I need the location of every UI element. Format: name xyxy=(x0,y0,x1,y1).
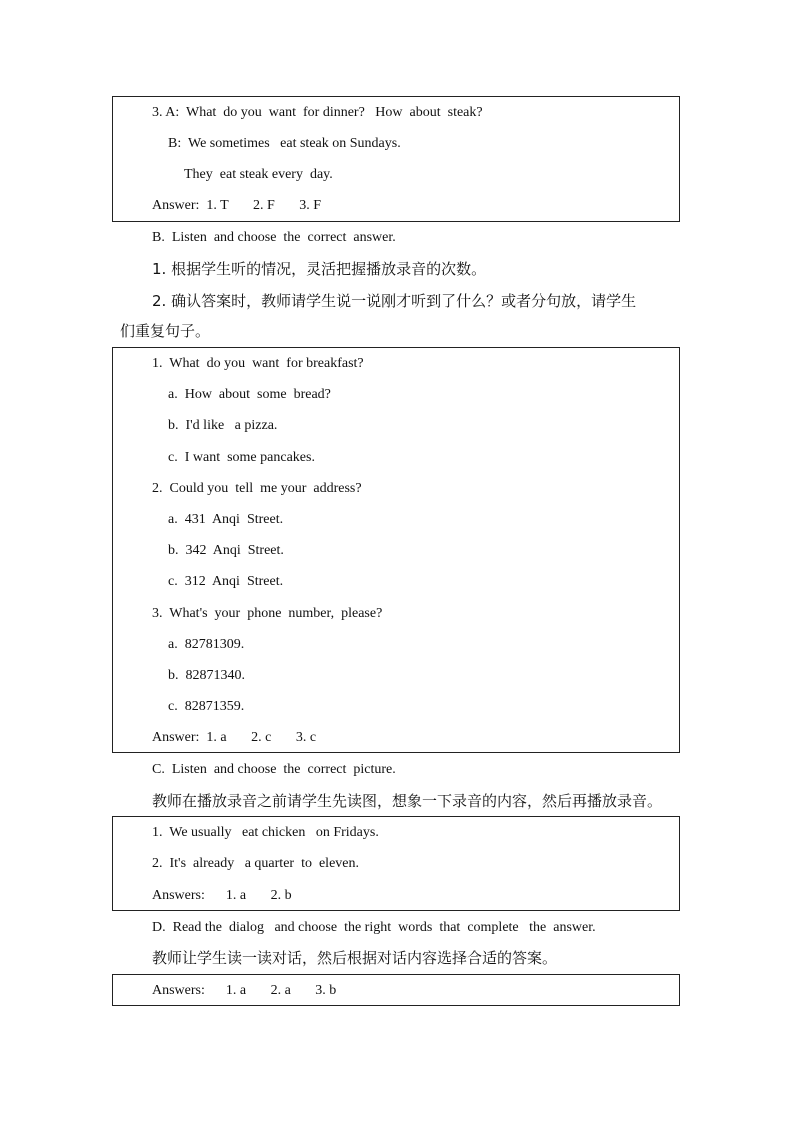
option-1a: a. How about some bread? xyxy=(168,387,331,402)
answer-line: Answers: 1. a 2. a 3. b xyxy=(152,983,337,998)
dialog-line-c: They eat steak every day. xyxy=(184,167,333,182)
dialog-line-a: 3. A: What do you want for dinner? How about steak? xyxy=(152,105,483,120)
section-c-title: C. Listen and choose the correct picture. xyxy=(152,762,396,777)
dialog-line-b: B: We sometimes eat steak on Sundays. xyxy=(168,136,401,151)
answer-line: Answers: 1. a 2. b xyxy=(152,888,292,903)
section-b-title: B. Listen and choose the correct answer. xyxy=(152,230,396,245)
question-2: 2. Could you tell me your address? xyxy=(152,481,362,496)
option-2b: b. 342 Anqi Street. xyxy=(168,543,284,558)
section-d-note: 教师让学生读一读对话，然后根据对话内容选择合适的答案。 xyxy=(152,949,558,967)
option-2a: a. 431 Anqi Street. xyxy=(168,512,284,527)
section-b-note-2: 2. 确认答案时，教师请学生说一说刚才听到了什么？或者分句放，请学生 xyxy=(152,292,637,310)
option-3c: c. 82871359. xyxy=(168,699,245,714)
option-2c: c. 312 Anqi Street. xyxy=(168,574,284,589)
option-1b: b. I'd like a pizza. xyxy=(168,418,278,433)
section-d-title: D. Read the dialog and choose the right words that complete the answer. xyxy=(152,920,596,935)
section-c-note: 教师在播放录音之前请学生先读图，想象一下录音的内容，然后再播放录音。 xyxy=(152,792,663,810)
question-3: 3. What's your phone number, please? xyxy=(152,606,383,621)
option-3a: a. 82781309. xyxy=(168,637,245,652)
sentence-1: 1. We usually eat chicken on Fridays. xyxy=(152,825,379,840)
answer-line: Answer: 1. T 2. F 3. F xyxy=(152,198,322,213)
answer-line: Answer: 1. a 2. c 3. c xyxy=(152,730,317,745)
section-b-note-1: 1. 根据学生听的情况，灵活把握播放录音的次数。 xyxy=(152,260,487,278)
question-1: 1. What do you want for breakfast? xyxy=(152,356,364,371)
option-3b: b. 82871340. xyxy=(168,668,245,683)
section-b-note-2-cont: 们重复句子。 xyxy=(120,322,211,340)
option-1c: c. I want some pancakes. xyxy=(168,450,315,465)
sentence-2: 2. It's already a quarter to eleven. xyxy=(152,856,359,871)
